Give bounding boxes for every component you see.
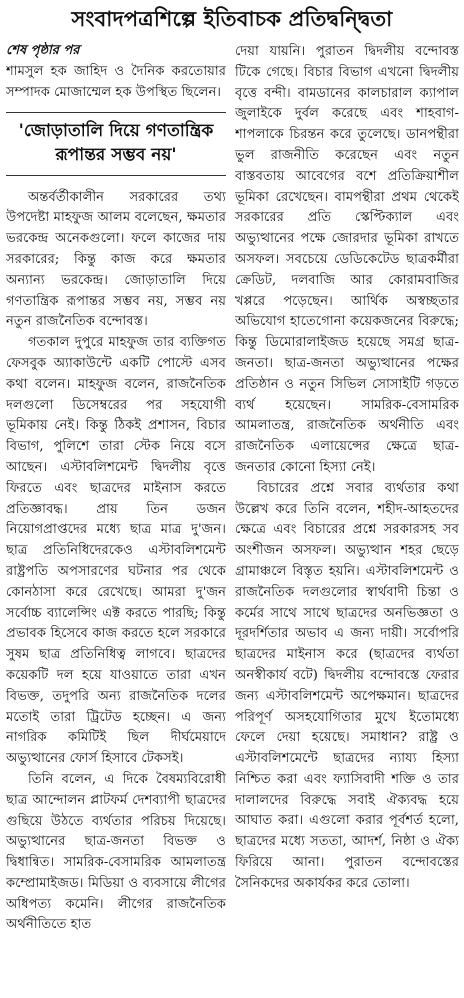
continuation-kicker: শেষ পৃষ্ঠার পর: [6, 43, 80, 58]
body-paragraph: অন্তর্বর্তীকালীন সরকারের তথ্য উপদেষ্টা মাহফুজ আলম বলেছেন, ক্ষমতার ভরকেন্দ্র অনেকগুলো। ফলে কাজের দায় সরকারের; কিন্তু কাজ করে ক্ষমতার অন্যান্য ভরকেন্দ্র। জোড়াতালি দিয়ে গণতান্ত্রিক রূপান্তর সম্ভব নয়, সম্ভব নয় নতুন রাজনৈতিক বন্দোবস্ত।: [6, 189, 226, 330]
intro-paragraph: শামসুল হক জাহিদ ও দৈনিক করতোয়ার সম্পাদক মোজাম্মেল হক উপস্থিত ছিলেন।: [6, 64, 226, 100]
body-paragraph: দেয়া যায়নি। পুরাতন দ্বিদলীয় বন্দোবস্ত টিকে গেছে। বিচার বিভাগ এখনো দ্বিদলীয় বৃত্তে বন্দী। বামডানের কালচারাল ক্যাপাল জুলাইকে দুর্বল করেছে এবং শাহবাগ-শাপলাকে চিরন্তন করে তুলেছে। ডানপন্থীরা ভুল রাজনীতি করেছেন এবং নতুন বাস্তবতায় আবেগের বশে প্রতিক্রিয়াশীল ভূমিকা রেখেছেন। বামপন্থীরা প্রথম থেকেই সরকারের প্রতি স্কেপ্টিক্যাল এবং অভ্যুত্থানের পক্ষে জোরদার ভূমিকা রাখতে অসফল। সবচেয়ে ডেডিকেটেড ছাত্রকর্মীরা ক্রেডিট, দলবাজি আর কোরামবাজির খপ্পরে পড়েছেন। আর্থিক অস্বচ্ছতার অভিযোগ হাতেগোনা কয়েকজনের বিরুদ্ধে; কিন্তু ডিমোরালাইজড হয়েছে সমগ্র ছাত্র-জনতা। ছাত্র-জনতা অভ্যুত্থানের পক্ষের প্রতিষ্ঠান ও নতুন সিভিল সোসাইটি গড়তে ব্যর্থ হয়েছেন। সামরিক-বেসামরিক আমলাতন্ত্র, রাজনৈতিক অর্থনীতি এবং রাজনৈতিক এলায়েন্সের ক্ষেত্রে ছাত্র-জনতার কোনো হিস্যা নেই।: [235, 44, 459, 475]
subhead-box: [6, 112, 226, 176]
article-headline: সংবাদপত্রশিল্পে ইতিবাচক প্রতিদ্বন্দ্বিতা: [71, 6, 393, 31]
right-column: [235, 42, 459, 992]
body-paragraph: তিনি বলেন, এ দিকে বৈষম্যবিরোধী ছাত্র আন্দোলন প্লাটফর্ম দেশব্যাপী ছাত্রদের গুছিয়ে উঠতে ব্যর্থতার পরিচয় দিয়েছে। অভ্যুত্থানের ছাত্র-জনতা বিভক্ত ও দ্বিধান্বিত। সামরিক-বেসামরিক আমলাতন্ত্র কম্প্রোমাইজড। মিডিয়া ও ব্যবসায়ে লীগের অধিপত্য কমেনি। লীগের রাজনৈতিক অর্থনীতিতে হাত: [6, 771, 226, 933]
body-paragraph: বিচারের প্রশ্নে সবার ব্যর্থতার কথা উল্লেখ করে তিনি বলেন, শহীদ-আহতদের ক্ষেত্রে এবং বিচারের প্রশ্নে সরকারসহ সব অংশীজন অসফল। অভ্যুত্থান শহর ছেড়ে গ্রামাঞ্চলে বিস্তৃত হয়নি। এস্টাবলিশমেন্ট ও রাজনৈতিক দলগুলোর স্বার্থবাদী চিন্তা ও কর্মের সাথে সাথে ছাত্রদের অনভিজ্ঞতা ও দূরদর্শিতার অভাব এ জন্য দায়ী। সর্বোপরি ছাত্রদের মাইনাস করে (ছাত্রদের ব্যর্থতা অনস্বীকার্য বটে) দ্বিদলীয় বন্দোবস্তে ফেরার জন্য এস্টাবলিশমেন্ট অপেক্ষমান। ছাত্রদের পরিপূর্ণ অসহযোগিতার মুখে ইতোমধ্যে ফেলে দেয়া হয়েছে। সমাধান? রাষ্ট্র ও এস্টাবলিশমেন্টে ছাত্রদের ন্যায্য হিস্যা নিশ্চিত করা এবং ফ্যাসিবাদী শক্তি ও তার দালালদের বিরুদ্ধে সবাই ঐক্যবদ্ধ হয়ে আঘাত করা। এগুলো করার পূর্বশর্ত হলো, ছাত্রদের মধ্যে সততা, আদর্শ, নিষ্ঠা ও ঐক্য ফিরিয়ে আনা। পুরাতন বন্দোবস্তের সৈনিকদের অকার্যকর করে তোলা।: [235, 480, 459, 891]
left-column: [6, 42, 226, 992]
subheadline: 'জোড়াতালি দিয়ে গণতান্ত্রিক রূপান্তর সম্ভব নয়': [18, 120, 214, 165]
body-paragraph: গতকাল দুপুরে মাহফুজ তার ব্যক্তিগত ফেসবুক অ্যাকাউন্টে একটি পোস্টে এসব কথা বলেন। মাহফুজ বলেন, রাজনৈতিক দলগুলো ডিসেম্বরের পর সহযোগী ভূমিকায় নেই। কিন্তু ঠিকই প্রশাসন, বিচার বিভাগ, পুলিশে তারা স্টেক নিয়ে বসে আছেন। এস্টাবলিশমেন্ট দ্বিদলীয় বৃত্তে ফিরতে এবং ছাত্রদের মাইনাস করতে প্রতিজ্ঞাবদ্ধ। প্রায় তিন ডজন নিয়োগপ্রাপ্তদের মধ্যে ছাত্র মাত্র দু'জন। ছাত্র প্রতিনিধিদেরকেও এস্টাবলিশমেন্ট রাষ্ট্রপতি অপসারণের ঘটনার পর থেকে কোনঠাসা করে রেখেছে। আমরা দু'জন সর্বোচ্চ ব্যালেন্সিং এক্ট করতে পারছি; কিন্তু প্রভাবক হিসেবে কাজ করতে হলে সরকারে সুষম ছাত্র প্রতিনিধিত্ব লাগবে। ছাত্রদের কয়েকটি দল হয়ে যাওয়াতে তারা এখন বিভক্ত, তদুপরি অন্য রাজনৈতিক দলের মতোই তারা ট্রিটেড হচ্ছেন। এ জন্য নাগরিক কমিটিই ছিল দীর্ঘমেয়াদে অভ্যুত্থানের ফোর্স হিসাবে টেকসই।: [6, 335, 226, 767]
